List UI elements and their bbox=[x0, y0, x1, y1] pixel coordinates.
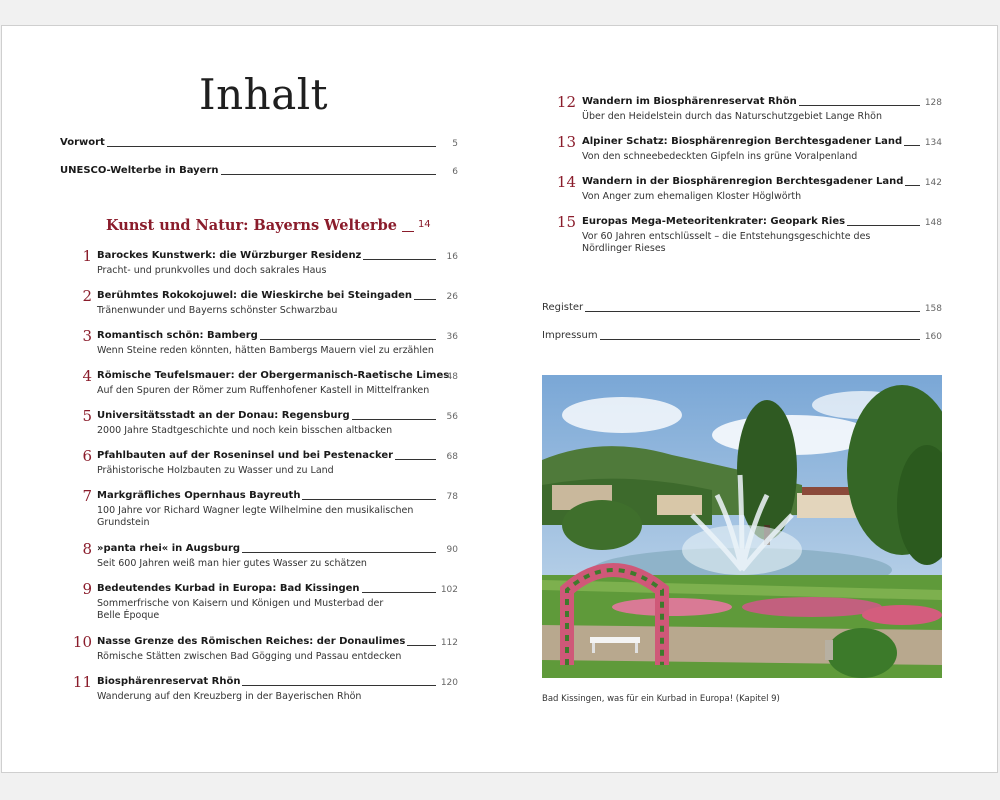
chapter-title: Wandern in der Biosphärenregion Berchtesgadener Land bbox=[582, 176, 904, 187]
chapter-heading[interactable] bbox=[97, 410, 438, 422]
chapter-page: 36 bbox=[446, 332, 458, 342]
chapter-page: 142 bbox=[924, 178, 942, 188]
chapter-subtitle: Seit 600 Jahren weiß man hier gutes Wasser zu schätzen bbox=[97, 558, 367, 569]
chapter-subtitle: Von Anger zum ehemaligen Kloster Höglwörth bbox=[582, 191, 802, 202]
chapter-heading[interactable] bbox=[97, 370, 450, 382]
page-title: Inhalt bbox=[199, 70, 329, 119]
chapter-heading[interactable] bbox=[97, 290, 438, 302]
chapter-subtitle-line2: Belle Époque bbox=[97, 610, 160, 621]
leader-line bbox=[600, 338, 920, 340]
chapter-number: 3 bbox=[82, 327, 92, 345]
leader-line bbox=[242, 684, 436, 686]
chapter-number: 13 bbox=[556, 133, 576, 151]
chapter-page: 56 bbox=[446, 412, 458, 422]
chapter-subtitle-line2: Grundstein bbox=[97, 517, 150, 528]
chapter-subtitle: Wenn Steine reden könnten, hätten Bambergs Mauern viel zu erzählen bbox=[97, 345, 434, 356]
chapter-page: 120 bbox=[440, 678, 458, 688]
entry-page: 160 bbox=[924, 332, 942, 342]
leader-line bbox=[260, 338, 436, 340]
chapter-title: Nasse Grenze des Römischen Reiches: der Donaulimes bbox=[97, 636, 406, 647]
chapter-title: Bedeutendes Kurbad in Europa: Bad Kissingen bbox=[97, 583, 360, 594]
chapter-title: Alpiner Schatz: Biosphärenregion Berchtesgadener Land bbox=[582, 136, 903, 147]
chapter-page: 90 bbox=[446, 545, 458, 555]
entry-page: 6 bbox=[452, 167, 458, 177]
section-page: 14 bbox=[417, 219, 431, 230]
toc-entry-register[interactable] bbox=[542, 302, 922, 314]
chapter-title: Pfahlbauten auf der Roseninsel und bei Pestenacker bbox=[97, 450, 394, 461]
chapter-heading[interactable] bbox=[582, 136, 922, 148]
chapter-title: Berühmtes Rokokojuwel: die Wieskirche bei Steingaden bbox=[97, 290, 413, 301]
chapter-number: 1 bbox=[82, 247, 92, 265]
chapter-title: Biosphärenreservat Rhön bbox=[97, 676, 241, 687]
chapter-number: 12 bbox=[556, 93, 576, 111]
chapter-heading[interactable] bbox=[97, 636, 438, 648]
chapter-subtitle: Vor 60 Jahren entschlüsselt – die Entstehungsgeschichte des bbox=[582, 231, 871, 242]
chapter-title: Römische Teufelsmauer: der Obergermanisch-Raetische Limes bbox=[97, 370, 450, 381]
chapter-page: 112 bbox=[440, 638, 458, 648]
entry-page: 158 bbox=[924, 304, 942, 314]
chapter-number: 6 bbox=[82, 447, 92, 465]
chapter-heading[interactable] bbox=[97, 330, 438, 342]
entry-title: UNESCO-Welterbe in Bayern bbox=[60, 165, 219, 176]
chapter-heading[interactable] bbox=[97, 676, 438, 688]
entry-page: 5 bbox=[452, 139, 458, 149]
chapter-number: 8 bbox=[82, 540, 92, 558]
chapter-subtitle: 2000 Jahre Stadtgeschichte und noch kein bisschen altbacken bbox=[97, 425, 393, 436]
chapter-subtitle-line2: Nördlinger Rieses bbox=[582, 243, 666, 254]
chapter-number: 15 bbox=[556, 213, 576, 231]
chapter-heading[interactable] bbox=[582, 176, 922, 188]
chapter-number: 7 bbox=[82, 487, 92, 505]
chapter-title: Universitätsstadt an der Donau: Regensburg bbox=[97, 410, 350, 421]
chapter-subtitle: Prähistorische Holzbauten zu Wasser und zu Land bbox=[97, 465, 334, 476]
leader-line bbox=[585, 310, 920, 312]
chapter-title: Barockes Kunstwerk: die Würzburger Residenz bbox=[97, 250, 362, 261]
chapter-number: 9 bbox=[82, 580, 92, 598]
chapter-number: 11 bbox=[72, 673, 92, 691]
chapter-page: 26 bbox=[446, 292, 458, 302]
chapter-heading[interactable] bbox=[97, 583, 438, 595]
entry-title: Register bbox=[542, 302, 584, 313]
chapter-page: 134 bbox=[924, 138, 942, 148]
chapter-page: 78 bbox=[446, 492, 458, 502]
chapter-title: Markgräfliches Opernhaus Bayreuth bbox=[97, 490, 301, 501]
chapter-number: 5 bbox=[82, 407, 92, 425]
chapter-heading[interactable] bbox=[582, 216, 922, 228]
chapter-number: 2 bbox=[82, 287, 92, 305]
chapter-title: Wandern im Biosphärenreservat Rhön bbox=[582, 96, 797, 107]
chapter-heading[interactable] bbox=[97, 450, 438, 462]
chapter-title: Europas Mega-Meteoritenkrater: Geopark Ries bbox=[582, 216, 846, 227]
leader-line bbox=[302, 498, 436, 500]
chapter-page: 48 bbox=[446, 372, 458, 382]
chapter-subtitle: Von den schneebedeckten Gipfeln ins grüne Voralpenland bbox=[582, 151, 858, 162]
chapter-page: 68 bbox=[446, 452, 458, 462]
chapter-heading[interactable] bbox=[582, 96, 922, 108]
bad-kissingen-photo bbox=[542, 375, 942, 678]
chapter-number: 4 bbox=[82, 367, 92, 385]
section-heading[interactable] bbox=[106, 216, 431, 235]
chapter-subtitle: Wanderung auf den Kreuzberg in der Bayerischen Rhön bbox=[97, 691, 362, 702]
chapter-subtitle: 100 Jahre vor Richard Wagner legte Wilhelmine den musikalischen bbox=[97, 505, 414, 516]
chapter-subtitle: Römische Stätten zwischen Bad Gögging und Passau entdecken bbox=[97, 651, 402, 662]
chapter-heading[interactable] bbox=[97, 543, 438, 555]
chapter-number: 14 bbox=[556, 173, 576, 191]
entry-title: Vorwort bbox=[60, 137, 105, 148]
entry-title: Impressum bbox=[542, 330, 598, 341]
chapter-page: 128 bbox=[924, 98, 942, 108]
chapter-heading[interactable] bbox=[97, 490, 438, 502]
chapter-subtitle: Über den Heidelstein durch das Naturschutzgebiet Lange Rhön bbox=[582, 111, 882, 122]
chapter-title: »panta rhei« in Augsburg bbox=[97, 543, 241, 554]
toc-entry-vorwort[interactable] bbox=[60, 137, 438, 149]
toc-entry-unesco[interactable] bbox=[60, 165, 438, 177]
photo-caption: Bad Kissingen, was für ein Kurbad in Europa! (Kapitel 9) bbox=[542, 694, 780, 704]
chapter-subtitle: Auf den Spuren der Römer zum Ruffenhofener Kastell in Mittelfranken bbox=[97, 385, 430, 396]
chapter-subtitle: Tränenwunder und Bayerns schönster Schwarzbau bbox=[97, 305, 338, 316]
chapter-page: 16 bbox=[446, 252, 458, 262]
chapter-page: 102 bbox=[440, 585, 458, 595]
chapter-number: 10 bbox=[72, 633, 92, 651]
leader-line bbox=[107, 145, 436, 147]
leader-line bbox=[242, 551, 436, 553]
chapter-subtitle: Sommerfrische von Kaisern und Königen und Musterbad der bbox=[97, 598, 384, 609]
toc-entry-impressum[interactable] bbox=[542, 330, 922, 342]
chapter-heading[interactable] bbox=[97, 250, 438, 262]
section-title: Kunst und Natur: Bayerns Welterbe bbox=[106, 217, 397, 234]
chapter-subtitle: Pracht- und prunkvolles und doch sakrales Haus bbox=[97, 265, 327, 276]
leader-line bbox=[221, 173, 437, 175]
chapter-title: Romantisch schön: Bamberg bbox=[97, 330, 258, 341]
chapter-page: 148 bbox=[924, 218, 942, 228]
leader-line bbox=[402, 230, 414, 232]
